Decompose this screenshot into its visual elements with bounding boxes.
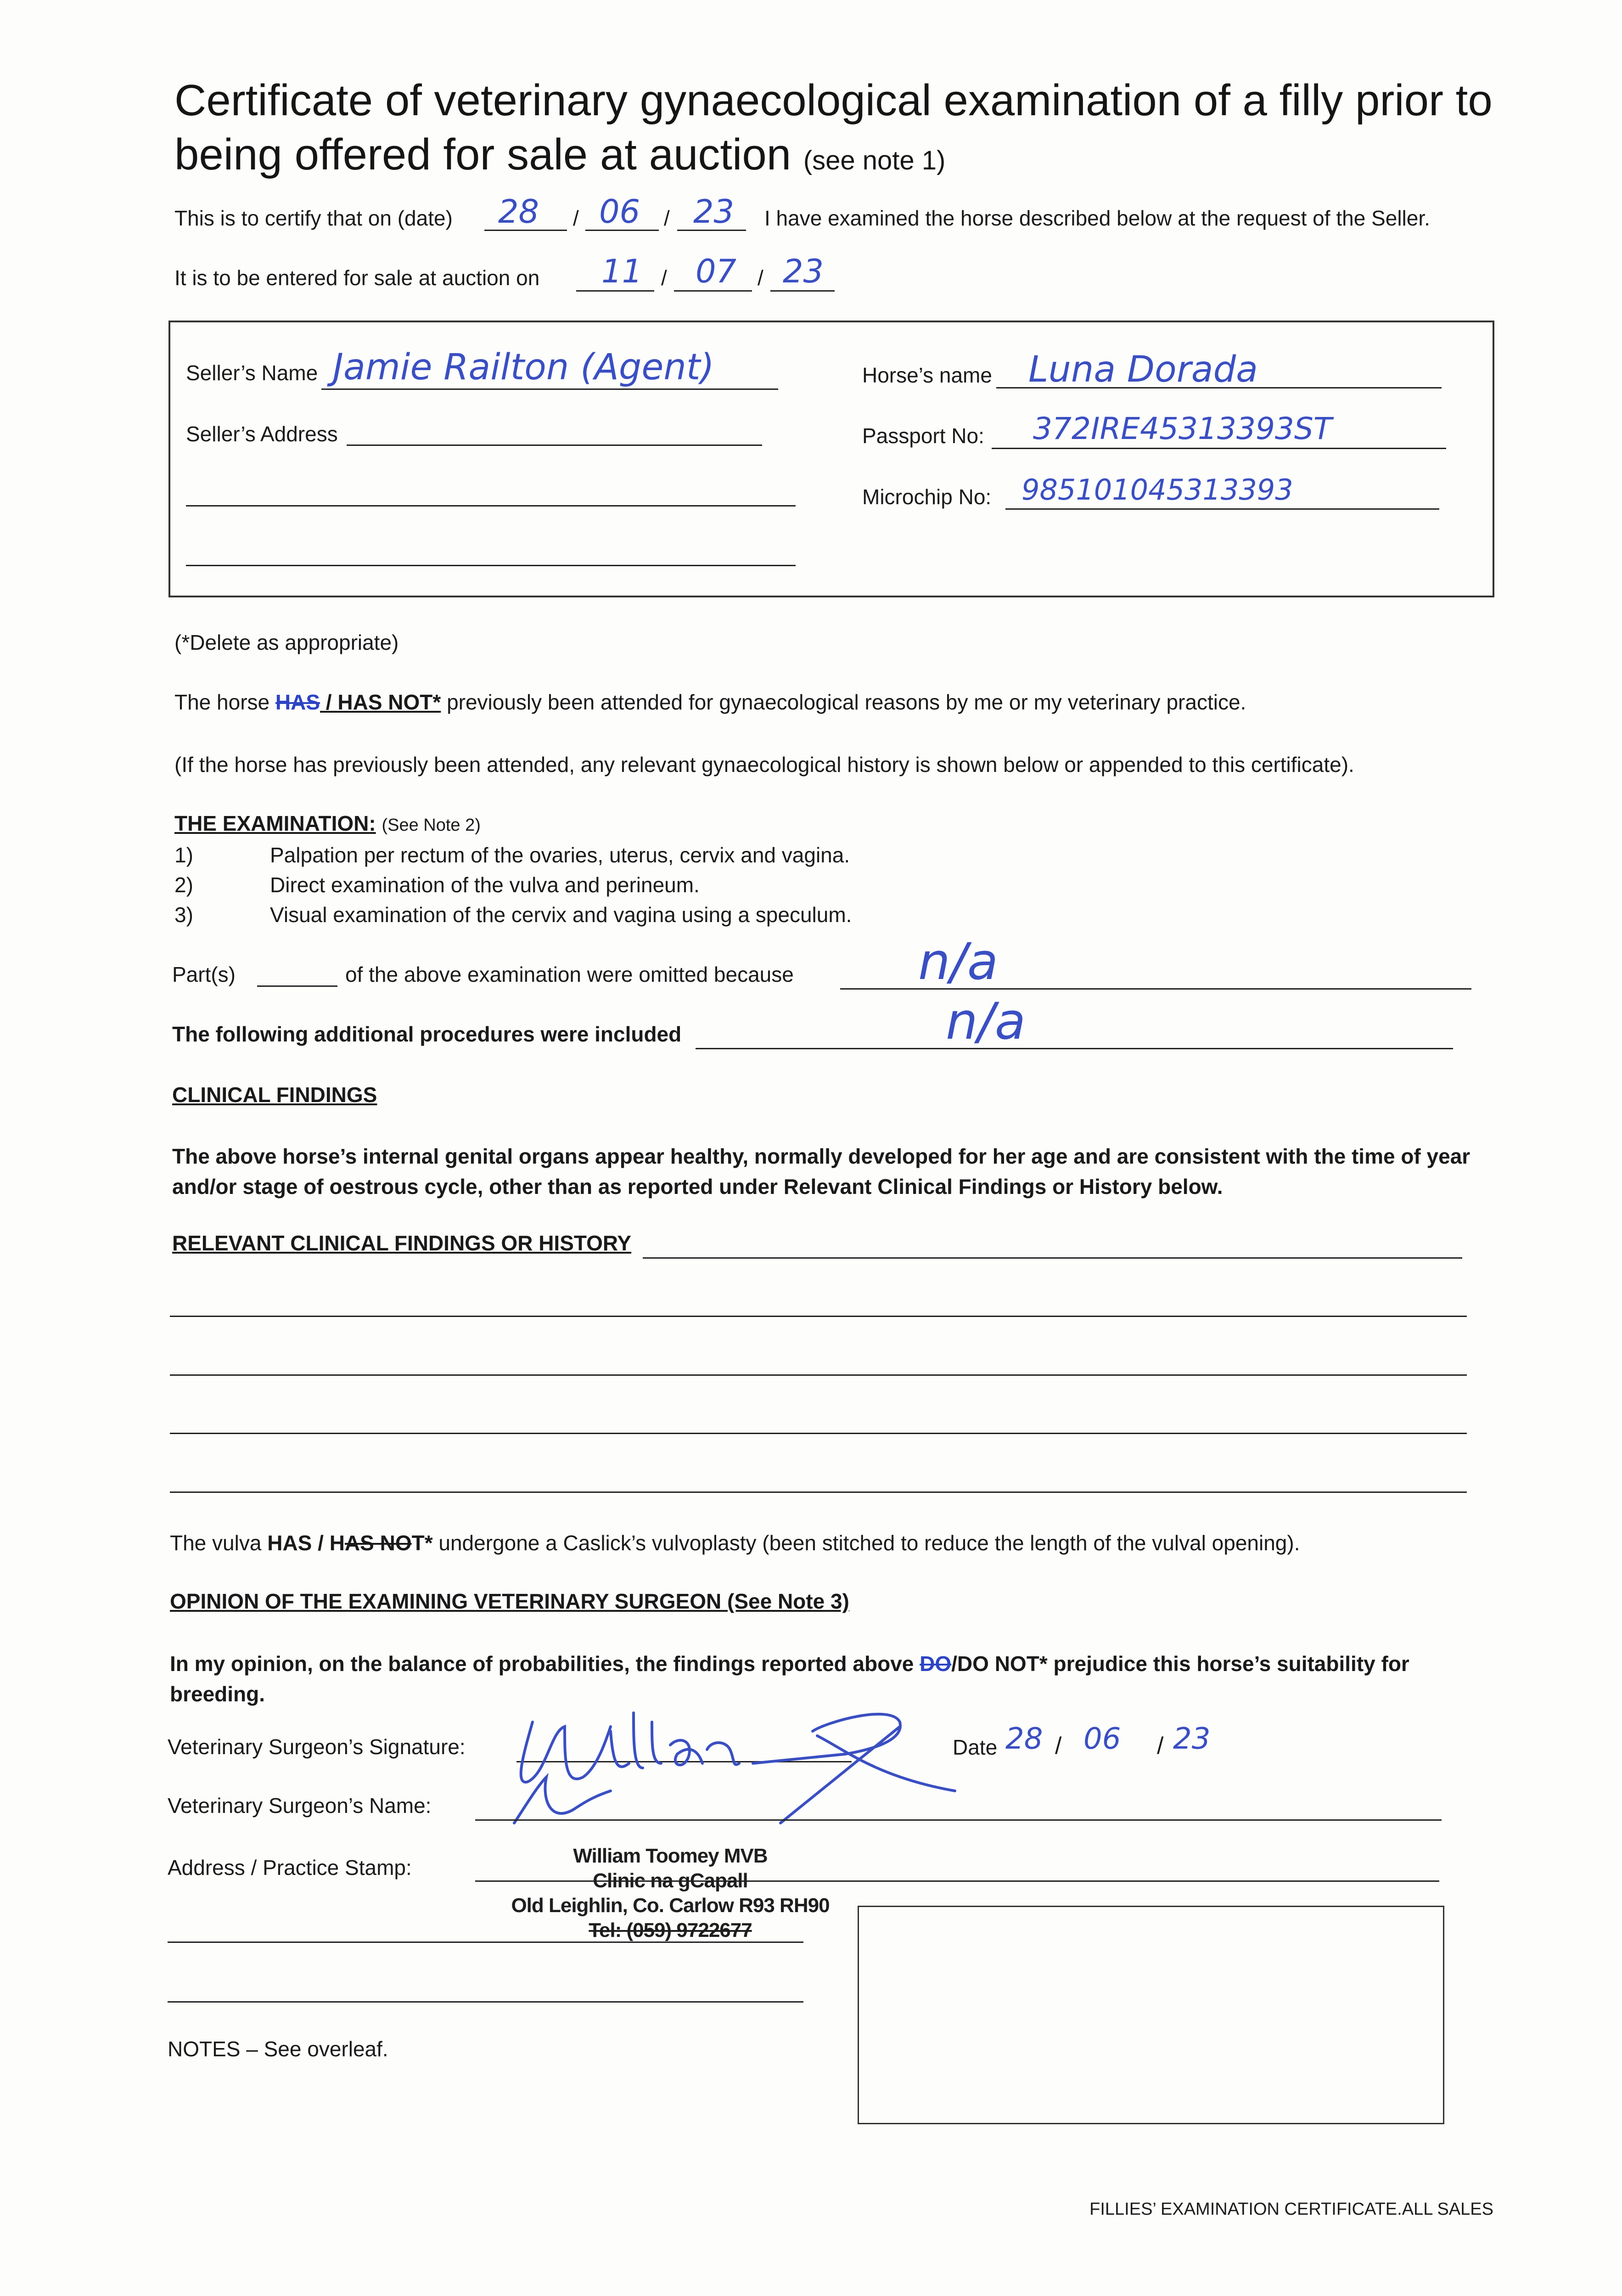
vet-name-line[interactable] (475, 1819, 1442, 1821)
delete-note: (*Delete as appropriate) (174, 630, 399, 654)
vulva-choice-hasnot[interactable]: HAS NOT* (329, 1531, 433, 1555)
relevant-line-5[interactable] (170, 1491, 1467, 1493)
title-note: (see note 1) (803, 146, 946, 175)
vulva-statement: The vulva HAS / HAS NOT* undergone a Caslick’s vulvoplasty (been stitched to reduce the length of the vulval opening). (170, 1531, 1300, 1555)
parts-label: Part(s) (172, 962, 236, 986)
passport-value[interactable]: 372IRE45313393ST (1033, 411, 1332, 446)
examination-heading: THE EXAMINATION: (See Note 2) (174, 811, 481, 835)
stamp-line-4: Tel: (059) 9722677 (589, 1919, 752, 1941)
omitted-label: of the above examination were omitted because (345, 962, 794, 986)
footer: FILLIES’ EXAMINATION CERTIFICATE.ALL SALES (1089, 2200, 1493, 2219)
auction-day-line (576, 290, 654, 292)
title-main: Certificate of veterinary gynaecological examination of a filly prior to being offered for sale at auction (174, 76, 1493, 179)
relevant-line-4[interactable] (170, 1433, 1467, 1434)
certify-prefix: This is to certify that on (date) (174, 206, 453, 230)
clinical-statement: The above horse’s internal genital organs appear healthy, normally developed for her age and are consistent with the time of year and/or stage of oestrous cycle, other than as reported under Relevant Clinical Findings or History below. (172, 1144, 1470, 1199)
certify-year-value[interactable]: 23 (693, 193, 735, 231)
omitted-value[interactable]: n/a (918, 932, 999, 991)
stamp-box[interactable] (858, 1906, 1444, 2124)
sig-date-month[interactable]: 06 (1083, 1722, 1121, 1756)
seller-address-line-3[interactable] (186, 565, 796, 566)
exam-item-1-num: 1) (174, 843, 193, 867)
opinion-statement: In my opinion, on the balance of probabilities, the findings reported above DO/DO NOT* prejudice this horse’s suitability for breeding. (170, 1652, 1409, 1706)
date-label: Date (953, 1735, 998, 1759)
attended-choice-has[interactable]: HAS (275, 690, 320, 714)
history-note: (If the horse has previously been attended, any relevant gynaecological history is shown below or appended to this certificate). (174, 753, 1354, 777)
sig-date-day[interactable]: 28 (1005, 1722, 1043, 1756)
seller-name-label: Seller’s Name (186, 361, 318, 385)
seller-address-line-1[interactable] (347, 445, 762, 446)
seller-address-line-2[interactable] (186, 505, 796, 506)
attended-statement: The horse HAS / HAS NOT* previously been attended for gynaecological reasons by me or my veterinary practice. (174, 690, 1246, 714)
auction-year-line (770, 290, 835, 292)
address-line-3[interactable] (168, 2001, 803, 2003)
page-title (174, 73, 1529, 188)
practice-stamp (510, 1844, 831, 1943)
stamp-line-3: Old Leighlin, Co. Carlow R93 RH90 (511, 1894, 830, 1917)
parts-line[interactable] (257, 985, 337, 987)
sig-date-year[interactable]: 23 (1173, 1722, 1211, 1756)
certify-suffix: I have examined the horse described below at the request of the Seller. (764, 206, 1430, 230)
opinion-choice-rest[interactable]: /DO NOT* prejudice this horse’s suitability for (951, 1652, 1409, 1676)
attended-choice-hasnot[interactable]: HAS NOT* (337, 690, 441, 714)
signature-label: Veterinary Surgeon’s Signature: (168, 1735, 466, 1759)
opinion-choice-do[interactable]: DO (920, 1652, 952, 1676)
seller-name-value[interactable]: Jamie Railton (Agent) (333, 347, 714, 388)
exam-item-3-num: 3) (174, 903, 193, 927)
exam-item-1-text: Palpation per rectum of the ovaries, uterus, cervix and vagina. (270, 843, 850, 867)
horse-name-value[interactable]: Luna Dorada (1028, 349, 1258, 390)
clinical-heading: CLINICAL FINDINGS (172, 1083, 377, 1107)
relevant-heading: RELEVANT CLINICAL FINDINGS OR HISTORY (172, 1231, 632, 1255)
relevant-line-3[interactable] (170, 1374, 1467, 1376)
horse-name-label: Horse’s name (862, 363, 992, 387)
notes: NOTES – See overleaf. (168, 2037, 388, 2061)
vet-name-label: Veterinary Surgeon’s Name: (168, 1794, 432, 1818)
relevant-line-1[interactable] (643, 1257, 1462, 1259)
microchip-label: Microchip No: (862, 485, 992, 509)
opinion-heading: OPINION OF THE EXAMINING VETERINARY SURGEON (See Note 3) (170, 1589, 849, 1613)
passport-label: Passport No: (862, 424, 984, 448)
stamp-line-2: Clinic na gCapall (593, 1869, 748, 1892)
address-label: Address / Practice Stamp: (168, 1856, 412, 1880)
exam-item-3-text: Visual examination of the cervix and vagina using a speculum. (270, 903, 852, 927)
stamp-line-1: William Toomey MVB (573, 1845, 768, 1867)
vulva-choice-has[interactable]: HAS (267, 1531, 312, 1555)
auction-month-value[interactable]: 07 (696, 253, 737, 290)
relevant-line-2[interactable] (170, 1316, 1467, 1317)
additional-value[interactable]: n/a (946, 992, 1026, 1051)
auction-day-value[interactable]: 11 (601, 253, 643, 290)
exam-item-2-text: Direct examination of the vulva and perineum. (270, 873, 700, 897)
additional-label: The following additional procedures were included (172, 1022, 682, 1046)
auction-month-line (674, 290, 752, 292)
auction-year-value[interactable]: 23 (783, 253, 824, 290)
seller-name-line (321, 388, 778, 390)
certify-month-value[interactable]: 06 (599, 193, 640, 231)
passport-line (992, 448, 1446, 449)
microchip-value[interactable]: 985101045313393 (1021, 473, 1293, 506)
exam-item-2-num: 2) (174, 873, 193, 897)
auction-prefix: It is to be entered for sale at auction on (174, 266, 540, 290)
additional-line (696, 1048, 1453, 1049)
seller-address-label: Seller’s Address (186, 422, 338, 446)
microchip-line (1005, 508, 1439, 510)
certify-day-value[interactable]: 28 (498, 193, 539, 231)
